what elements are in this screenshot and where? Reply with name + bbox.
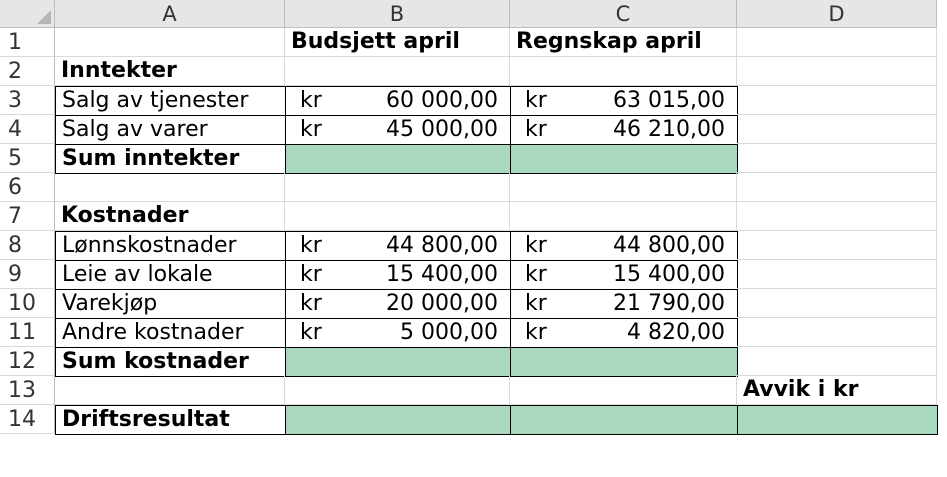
cell-b13[interactable] [285, 376, 510, 405]
column-header-d[interactable]: D [737, 0, 937, 28]
cell-c5[interactable] [510, 144, 738, 174]
amount-value: 44 800,00 [613, 233, 725, 258]
cell-d5[interactable] [737, 144, 937, 173]
row-header-7[interactable]: 7 [0, 202, 55, 231]
cell-c1[interactable]: Regnskap april [510, 28, 737, 57]
cell-c2[interactable] [510, 57, 737, 86]
cell-a14[interactable]: Driftsresultat [55, 405, 286, 435]
cell-c10[interactable] [510, 289, 738, 319]
cell-c8[interactable] [510, 231, 738, 261]
cell-b1[interactable]: Budsjett april [285, 28, 510, 57]
cell-d10[interactable] [737, 289, 937, 318]
amount-value: 20 000,00 [386, 291, 498, 316]
cell-a12[interactable]: Sum kostnader [55, 347, 286, 377]
row-header-2[interactable]: 2 [0, 57, 55, 86]
cell-c3[interactable] [510, 86, 738, 116]
cell-d1[interactable] [737, 28, 937, 57]
cell-d9[interactable] [737, 260, 937, 289]
cell-c13[interactable] [510, 376, 737, 405]
cell-b7[interactable] [285, 202, 510, 231]
cell-d14[interactable] [737, 405, 938, 435]
cell-d12[interactable] [737, 347, 937, 376]
currency-label: kr [300, 262, 322, 287]
currency-label: kr [300, 320, 322, 345]
cell-c11[interactable] [510, 318, 738, 348]
amount-value: 63 015,00 [613, 88, 725, 113]
cell-c9[interactable] [510, 260, 738, 290]
cell-c12[interactable] [510, 347, 738, 377]
cell-b4[interactable] [285, 115, 511, 145]
cell-b9[interactable] [285, 260, 511, 290]
select-all-corner[interactable] [0, 0, 55, 28]
cell-a8[interactable]: Lønnskostnader [55, 231, 286, 261]
currency-label: kr [300, 233, 322, 258]
row-header-3[interactable]: 3 [0, 86, 55, 115]
cell-d3[interactable] [737, 86, 937, 115]
cell-d4[interactable] [737, 115, 937, 144]
cell-b11[interactable] [285, 318, 511, 348]
column-header-a[interactable]: A [55, 0, 285, 28]
cell-a3[interactable]: Salg av tjenester [55, 86, 286, 116]
cell-a13[interactable] [55, 376, 285, 405]
cell-b6[interactable] [285, 173, 510, 202]
cell-c4[interactable] [510, 115, 738, 145]
cell-a9[interactable]: Leie av lokale [55, 260, 286, 290]
cell-c7[interactable] [510, 202, 737, 231]
cell-a6[interactable] [55, 173, 285, 202]
currency-label: kr [525, 117, 547, 142]
currency-label: kr [525, 262, 547, 287]
row-header-10[interactable]: 10 [0, 289, 55, 318]
cell-b5[interactable] [285, 144, 511, 174]
amount-value: 45 000,00 [386, 117, 498, 142]
cell-c6[interactable] [510, 173, 737, 202]
cell-b14[interactable] [285, 405, 511, 435]
cell-a11[interactable]: Andre kostnader [55, 318, 286, 348]
amount-value: 44 800,00 [386, 233, 498, 258]
amount-value: 60 000,00 [386, 88, 498, 113]
select-all-triangle-icon [37, 10, 51, 24]
cell-d13[interactable]: Avvik i kr [737, 376, 937, 405]
cell-c14[interactable] [510, 405, 738, 435]
amount-value: 15 400,00 [386, 262, 498, 287]
currency-label: kr [525, 233, 547, 258]
amount-value: 4 820,00 [627, 320, 725, 345]
currency-label: kr [525, 291, 547, 316]
amount-value: 21 790,00 [613, 291, 725, 316]
cell-b2[interactable] [285, 57, 510, 86]
row-header-5[interactable]: 5 [0, 144, 55, 173]
column-header-b[interactable]: B [285, 0, 510, 28]
cell-a1[interactable] [55, 28, 285, 57]
row-header-13[interactable]: 13 [0, 376, 55, 405]
row-header-9[interactable]: 9 [0, 260, 55, 289]
cell-d11[interactable] [737, 318, 937, 347]
cell-d8[interactable] [737, 231, 937, 260]
cell-a2[interactable]: Inntekter [55, 57, 285, 86]
cell-b8[interactable] [285, 231, 511, 261]
row-header-12[interactable]: 12 [0, 347, 55, 376]
currency-label: kr [525, 88, 547, 113]
row-header-8[interactable]: 8 [0, 231, 55, 260]
cell-a7[interactable]: Kostnader [55, 202, 285, 231]
cell-b3[interactable] [285, 86, 511, 116]
cell-a4[interactable]: Salg av varer [55, 115, 286, 145]
cell-a5[interactable]: Sum inntekter [55, 144, 286, 174]
currency-label: kr [300, 88, 322, 113]
cell-b12[interactable] [285, 347, 511, 377]
row-header-6[interactable]: 6 [0, 173, 55, 202]
amount-value: 15 400,00 [613, 262, 725, 287]
row-header-4[interactable]: 4 [0, 115, 55, 144]
amount-value: 5 000,00 [400, 320, 498, 345]
row-header-1[interactable]: 1 [0, 28, 55, 57]
cell-a10[interactable]: Varekjøp [55, 289, 286, 319]
currency-label: kr [300, 117, 322, 142]
cell-d6[interactable] [737, 173, 937, 202]
cell-b10[interactable] [285, 289, 511, 319]
row-header-14[interactable]: 14 [0, 405, 55, 434]
row-header-11[interactable]: 11 [0, 318, 55, 347]
currency-label: kr [525, 320, 547, 345]
amount-value: 46 210,00 [613, 117, 725, 142]
cell-d2[interactable] [737, 57, 937, 86]
cell-d7[interactable] [737, 202, 937, 231]
currency-label: kr [300, 291, 322, 316]
column-header-c[interactable]: C [510, 0, 737, 28]
